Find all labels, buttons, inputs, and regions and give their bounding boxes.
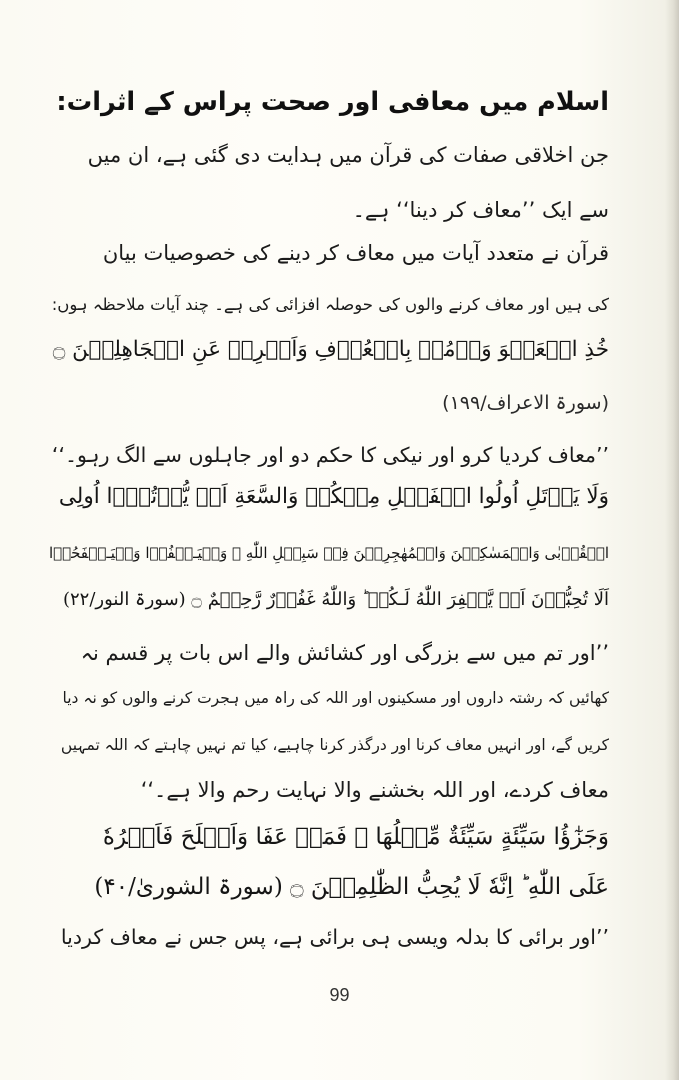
paragraph-line-4: کی ہیں اور معاف کرنے والوں کی حوصلہ افزائی کی ہے۔ چند آیات ملاحظہ ہوں: (51, 295, 609, 314)
paragraph-line-3: قرآن نے متعدد آیات میں معاف کر دینے کی خصوصیات بیان (102, 241, 609, 265)
section-heading: اسلام میں معافی اور صحت پراس کے اثرات: (56, 87, 609, 117)
paragraph-line-1: جن اخلاقی صفات کی قرآن میں ہدایت دی گئی ہے، ان میں (87, 143, 609, 167)
quran-verse-shura-line-1: وَجَزٰٓؤُا سَيِّئَةٍ سَيِّئَةٌ مِّثۡلُهَا ۚ فَمَنۡ عَفَا وَاَصۡلَحَ فَاَجۡرُهٗ (102, 824, 609, 850)
translation-shura: ’’اور برائی کا بدلہ ویسی ہی برائی ہے، پس جس نے معاف کردیا (60, 925, 609, 949)
translation-nur-line-3: کریں گے، اور انہیں معاف کرنا اور درگذر کرنا چاہیے، کیا تم نہیں چاہتے کہ اللہ تمہیں (60, 736, 609, 754)
quran-verse-araf: خُذِ الۡعَفۡوَ وَاۡمُرۡ بِالۡعُرۡفِ وَاَعۡرِضۡ عَنِ الۡجَاهِلِيۡنَ ۝ (52, 337, 609, 362)
translation-araf: ’’معاف کردیا کرو اور نیکی کا حکم دو اور جاہلوں سے الگ رہو۔‘‘ (51, 443, 609, 467)
page-binding-shadow (665, 0, 679, 1080)
translation-nur-line-1: ’’اور تم میں سے بزرگی اور کشائش والے اس بات پر قسم نہ (80, 641, 609, 665)
verse-reference-araf: (سورۃ الاعراف/۱۹۹) (442, 392, 609, 414)
paragraph-line-2: سے ایک ’’معاف کر دینا‘‘ ہے۔ (352, 198, 609, 222)
quran-verse-shura-line-2: عَلَى اللّٰهِ ؕ اِنَّهٗ لَا يُحِبُّ الظّٰلِمِيۡنَ ۝ (سورۃ الشوریٰ/۴۰) (94, 874, 609, 900)
translation-nur-line-2: کھائیں کہ رشتہ داروں اور مسکینوں اور اللہ کی راہ میں ہجرت کرنے والوں کو نہ دیا (62, 689, 609, 707)
quran-verse-nur-line-3: اَلَا تُحِبُّوۡنَ اَنۡ يَّغۡفِرَ اللّٰهُ لَـكُمۡ ؕ وَاللّٰهُ غَفُوۡرٌ رَّحِيۡمٌ ۝ (سورۃ النور/۲۲) (62, 589, 609, 610)
page-number: 99 (329, 985, 350, 1005)
quran-verse-nur-line-1: وَلَا يَاۡتَلِ اُولُوا الۡفَضۡلِ مِنۡكُمۡ وَالسَّعَةِ اَنۡ يُّؤۡتُوۡۤا اُولِى (58, 484, 609, 509)
quran-verse-nur-line-2: الۡقُرۡبٰى وَالۡمَسٰكِيۡنَ وَالۡمُهٰجِرِيۡنَ فِىۡ سَبِيۡلِ اللّٰهِ ۖ وَلۡيَـعۡفُوۡا وَلۡيَـصۡفَحُوۡا (48, 544, 609, 562)
translation-nur-line-4: معاف کردے، اور اللہ بخشنے والا نہایت رحم والا ہے۔‘‘ (140, 778, 609, 802)
